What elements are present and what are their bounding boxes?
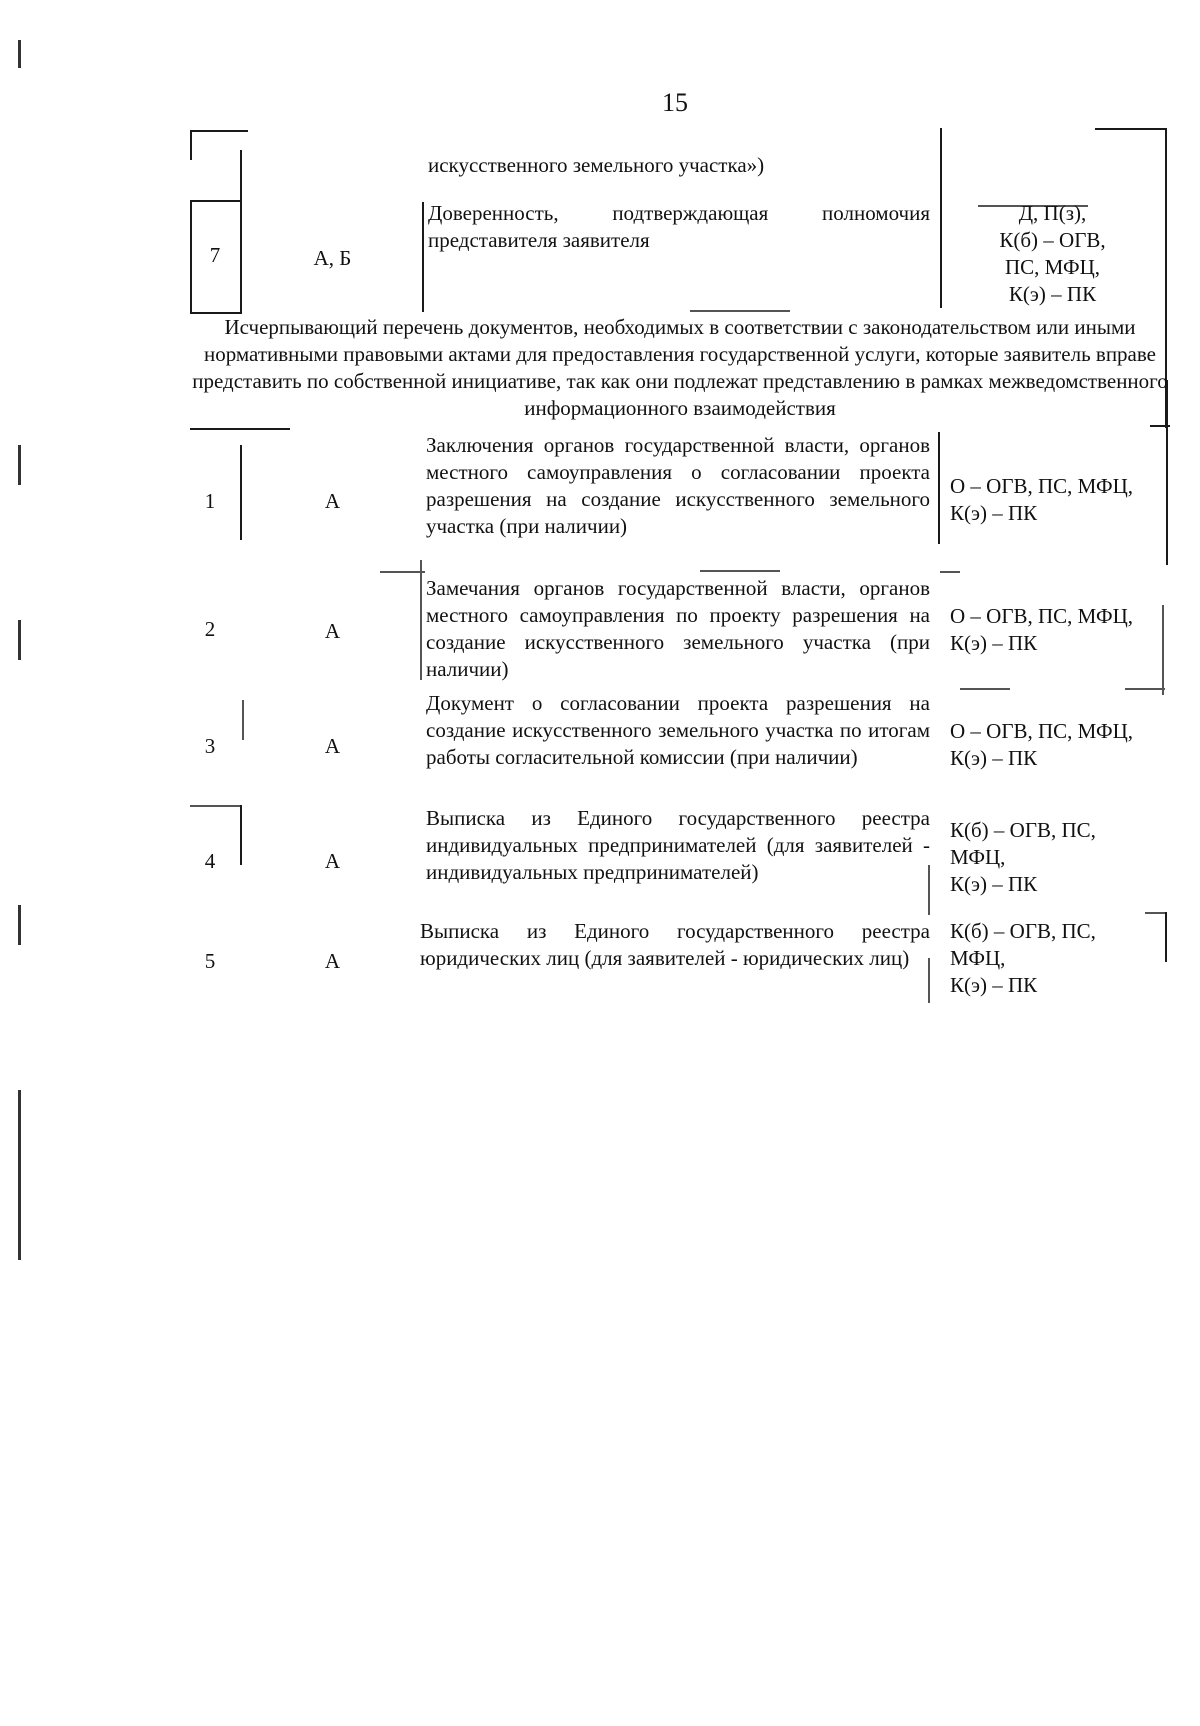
provider-line: К(э) – ПК bbox=[1008, 282, 1097, 306]
row-providers bbox=[950, 603, 1165, 657]
row-category: А bbox=[324, 949, 341, 973]
provider-line: К(э) – ПК bbox=[950, 501, 1038, 525]
row-number: 1 bbox=[204, 489, 216, 513]
row-number: 4 bbox=[204, 849, 216, 873]
row-providers bbox=[950, 718, 1165, 772]
row-number: 3 bbox=[204, 734, 216, 758]
row-number: 5 bbox=[204, 949, 216, 973]
provider-line: К(б) – ОГВ, ПС, bbox=[950, 818, 1096, 842]
row-number: 7 bbox=[209, 243, 221, 267]
provider-line: К(б) – ОГВ, bbox=[999, 228, 1106, 252]
provider-line: О – ОГВ, ПС, МФЦ, bbox=[950, 604, 1134, 628]
row-category: А bbox=[324, 619, 341, 643]
row-category: А bbox=[324, 734, 341, 758]
row-description: Выписка из Единого государственного реестра юридических лиц (для заявителей - юридических лиц) bbox=[420, 919, 930, 970]
row-providers bbox=[945, 200, 1160, 308]
row-number: 2 bbox=[204, 617, 216, 641]
provider-line: МФЦ, bbox=[950, 845, 1006, 869]
row-description: Замечания органов государственной власти, органов местного самоуправления по проекту разрешения на создание искусственного земельного участка (при наличии) bbox=[426, 576, 930, 681]
provider-line: К(э) – ПК bbox=[950, 872, 1038, 896]
row-category: А bbox=[324, 849, 341, 873]
row-providers bbox=[950, 817, 1165, 898]
row-description: Документ о согласовании проекта разрешения на создание искусственного земельного участка по итогам работы согласительной комиссии (при наличии) bbox=[426, 691, 930, 769]
page-number: 15 bbox=[662, 88, 688, 117]
provider-line: Д, П(з), bbox=[1018, 201, 1087, 225]
row-description: Заключения органов государственной власти, органов местного самоуправления о согласовании проекта разрешения на создание искусственного земельного участка (при наличии) bbox=[426, 433, 930, 538]
provider-line: ПС, МФЦ, bbox=[1004, 255, 1101, 279]
provider-line: К(э) – ПК bbox=[950, 746, 1038, 770]
row-providers bbox=[950, 918, 1165, 999]
row-category: А, Б bbox=[313, 246, 352, 270]
provider-line: О – ОГВ, ПС, МФЦ, bbox=[950, 474, 1134, 498]
provider-line: К(э) – ПК bbox=[950, 631, 1038, 655]
provider-line: К(э) – ПК bbox=[950, 973, 1038, 997]
continuation-text: искусственного земельного участка») bbox=[428, 153, 765, 177]
row-providers bbox=[950, 473, 1165, 527]
provider-line: К(б) – ОГВ, ПС, bbox=[950, 919, 1096, 943]
section-header: Исчерпывающий перечень документов, необходимых в соответствии с законодательством или иными нормативными правовыми актами для предоставления государственной услуги, которые заявитель вправе представить по собственной инициативе, так как они подлежат представлению в рамках межведомственного информационного взаимодействия bbox=[192, 315, 1168, 420]
provider-line: МФЦ, bbox=[950, 946, 1006, 970]
row-category: А bbox=[324, 489, 341, 513]
provider-line: О – ОГВ, ПС, МФЦ, bbox=[950, 719, 1134, 743]
row-description: Доверенность, подтверждающая полномочия представителя заявителя bbox=[428, 201, 930, 252]
row-description: Выписка из Единого государственного реестра индивидуальных предпринимателей (для заявителей - индивидуальных предпринимателей) bbox=[426, 806, 930, 884]
